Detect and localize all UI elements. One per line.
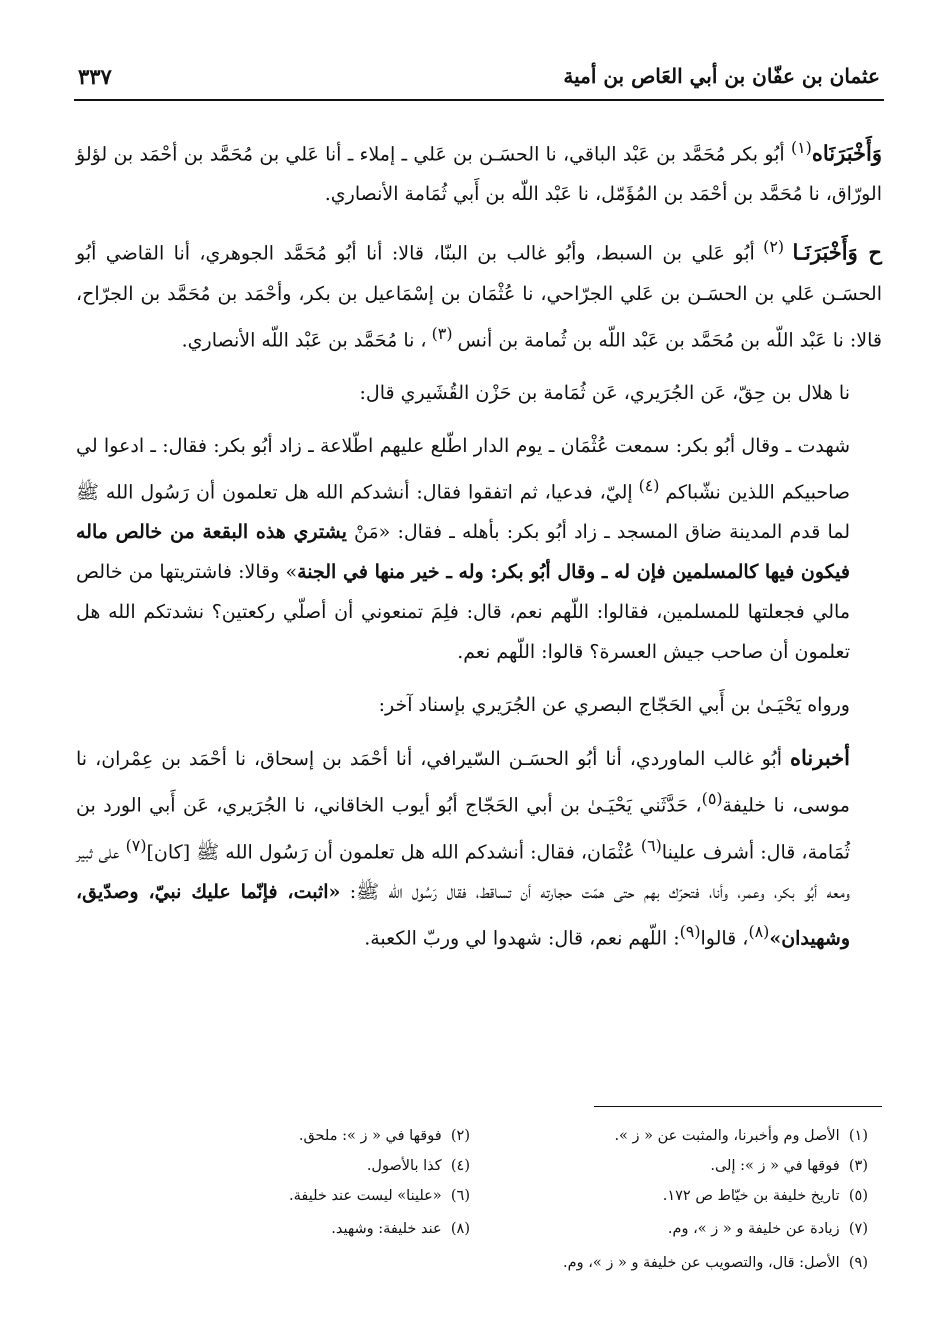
paragraph-2: [76, 227, 882, 360]
page-number: ٣٣٧: [78, 64, 112, 89]
paragraph-5: ورواه يَحْيَـىٰ بن أَبي الحَجّاج البصري عن الجُرَيري بإسناد آخر:: [378, 694, 850, 717]
paragraph-4-text: إليّ، فدعيا، ثم اتفقوا فقال: أنشدكم الله هل تعلمون أن رَسُول الله ﷺ لما قدم المدينة ضاق المسجد ـ زاد أبُو بكر: بأهله ـ فقال: «مَنْ: [76, 481, 851, 544]
footnote-number: (٥): [848, 1188, 868, 1204]
footnote-ref-1: (١): [790, 138, 812, 157]
footnote-text: «علينا» ليست عند خليفة.: [288, 1188, 442, 1204]
footnote-number: (٩): [848, 1255, 868, 1271]
header-rule: [74, 99, 884, 101]
paragraph-6-text-end: : اللّهم نعم، قال: شهدوا لي وربّ الكعبة.: [364, 927, 680, 950]
footnote-text: كذا بالأصول.: [366, 1158, 442, 1174]
paragraph-1: [76, 128, 882, 214]
keyword-akhbarana: وَأَخْبَرَنَـا: [792, 239, 858, 265]
footnote-ref-4: (٤): [632, 475, 666, 495]
footnote-text: عند خليفة: وشهيد.: [331, 1221, 442, 1237]
ha-marker: ح: [857, 239, 882, 265]
footnote-text: زيادة عن خليفة و « ز »، وم.: [667, 1221, 840, 1237]
paragraph-2-text-end: ، نا مُحَمَّد بن عَبْد اللّه الأنصاري.: [181, 328, 427, 351]
footnote-2: [299, 1128, 470, 1144]
paragraph-3: نا هلال بن حِقّ، عَن الجُرَيري، عَن ثُمَامة بن حَزْن القُشَيري قال:: [359, 381, 850, 404]
paragraph-4-text: شهدت ـ وقال أبُو بكر: سمعت عُثْمَان ـ يوم الدار اطّلع عليهم اطّلاعة ـ زاد أبُو بكر: فقال: ـ ادعوا لي صاحبيكم اللذين نشّباكم: [76, 434, 850, 504]
paragraph-2-text: أبُو عَلي بن السبط، وأبُو غالب بن البنّا، قالا: أنا أبُو مُحَمَّد الجوهري، أنا القاضي أبُو الحسَـن عَلي بن الحسَـن بن عَلي الجرّاحي، نا عُثْمَان بن إسْمَاعيل بن بكر، وأحْمَد بن مُحَمَّد بن الجرّاح، قالا: نا عَبْد اللّه بن مُحَمَّد بن عَبْد اللّه بن ثُمامة بن أنس: [76, 242, 882, 351]
footnote-9: [563, 1255, 868, 1271]
running-header-title: عثمان بن عفّان بن أبي العَاص بن أمية: [563, 64, 880, 88]
footnote-ref-8: (٨): [748, 921, 770, 941]
footnote-ref-7: (٧): [125, 835, 147, 855]
paragraph-6-text: ، حَدَّثَني يَحْيَـىٰ بن أبي الحَجّاج أبُو أيوب الخاقاني، نا الجُرَيري، عَن أَبي الورد بن ثُمَامة، قال: أشرف علينا: [76, 794, 850, 863]
paragraph-6-text: عُثْمَان، فقال: أنشدكم الله هل تعلمون أن رَسُول الله ﷺ [كان]: [146, 840, 641, 863]
paragraph-6-text: ، قالوا: [700, 927, 749, 950]
paragraph-4: [76, 426, 882, 672]
footnote-number: (٨): [450, 1221, 470, 1237]
footnote-8: [331, 1221, 470, 1237]
paragraph-1-text: أبُو بكر مُحَمَّد بن عَبْد الباقي، نا الحسَـن بن عَلي ـ إملاء ـ أنا عَلي بن مُحَمَّد بن أحْمَد بن لؤلؤ الورّاق، نا مُحَمَّد بن أحْمَد بن المُؤَمّل، نا عَبْد اللّه بن أَبي ثُمَامة الأنصاري.: [76, 143, 882, 206]
footnote-4: [367, 1158, 470, 1174]
footnote-text: الأصل: قال، والتصويب عن خليفة و « ز »، وم.: [563, 1255, 840, 1271]
footnote-3: [710, 1158, 868, 1174]
footnote-number: (٦): [450, 1188, 470, 1204]
footnote-ref-5: (٥): [701, 789, 723, 809]
footnote-number: (١): [848, 1128, 868, 1144]
footnote-number: (٣): [848, 1158, 868, 1174]
footnote-7: [668, 1221, 868, 1237]
keyword-akhbarana: وَأَخْبَرَنَاه: [811, 140, 882, 166]
hadith-quote: يشتري هذه البقعة من خالص ماله فيكون فيها كالمسلمين فإن له ـ وقال أبُو بكر: وله ـ خير منها في الجنة: [76, 521, 850, 584]
paragraph-4-text-end: » وقالا: فاشتريتها من خالص مالي فجعلتها للمسلمين، فقالوا: اللّهم نعم، قال: فلِمَ تمنعوني أن أصلّي ركعتين؟ نشدتكم الله هل تعلمون أن صاحب جيش العسرة؟ قالوا: اللّهم نعم.: [76, 561, 850, 664]
keyword-akhbarana: أخبرناه: [790, 745, 850, 771]
footnote-ref-6: (٦): [640, 835, 662, 855]
footnote-rule: [594, 1106, 882, 1107]
footnote-ref-9: (٩): [679, 921, 701, 941]
footnote-text: فوقها في « ز »: ملحق.: [298, 1128, 442, 1144]
paragraph-6-text: أبُو غالب الماوردي، أنا أبُو الحسَـن السّيرافي، أنا أحْمَد بن إسحاق، نا أحْمَد بن عِمْران، نا موسى، نا خليفة: [76, 748, 850, 817]
hadith-quote: «اثبت، فإنّما عليك نبيّ، وصدّيق، وشهيدان»: [76, 880, 850, 950]
footnote-ref-2: (٢): [754, 237, 793, 257]
paragraph-6-text: على ثبير ومعه أبُو بكر، وعمر، وأنا، فتحرّك بهم حتى همّت حجارته أن تساقط، فقال رَسُول الله ﷺ:: [76, 840, 850, 903]
footnote-number: (٢): [450, 1128, 470, 1144]
footnote-number: (٧): [848, 1221, 868, 1237]
footnote-6: [289, 1188, 470, 1204]
paragraph-6: [76, 738, 882, 958]
footnote-5: [663, 1188, 868, 1204]
footnote-text: فوقها في « ز »: إلى.: [710, 1158, 840, 1174]
footnote-text: الأصل وم وأخبرنا، والمثبت عن « ز ».: [614, 1128, 840, 1144]
footnote-number: (٤): [450, 1158, 470, 1174]
footnote-text: تاريخ خليفة بن خيّاط ص ١٧٢.: [662, 1188, 840, 1204]
footnote-ref-3: (٣): [426, 323, 458, 343]
main-text: [76, 128, 882, 971]
footnote-1: [614, 1128, 868, 1144]
